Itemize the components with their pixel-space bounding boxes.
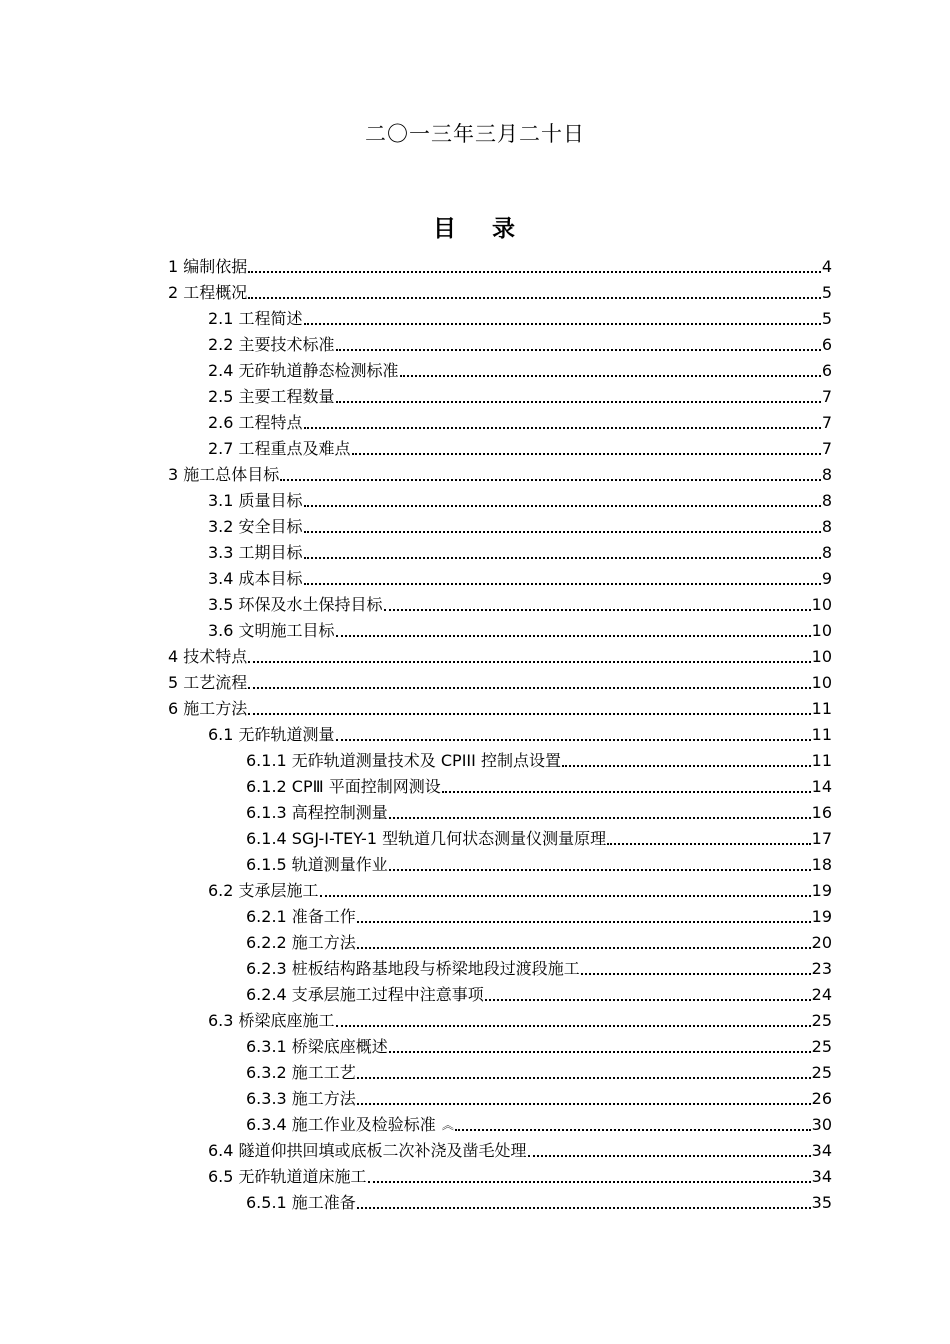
toc-entry-level-3[interactable] — [246, 981, 832, 1005]
toc-entry-page-number: 10 — [811, 621, 832, 640]
toc-dot-leader — [304, 583, 821, 585]
toc-entry-label: 3.4 成本目标 — [208, 569, 303, 588]
toc-entry-label: 6.1.5 轨道测量作业 — [246, 855, 388, 874]
toc-dot-leader — [352, 453, 821, 455]
toc-dot-leader — [528, 1155, 811, 1157]
toc-entry-label: 6.4 隧道仰拱回填或底板二次补浇及凿毛处理 — [208, 1141, 527, 1160]
toc-entry-level-3[interactable] — [246, 773, 832, 797]
toc-entry-page-number: 5 — [821, 309, 832, 328]
toc-entry-label: 6.5 无砟轨道道床施工 — [208, 1167, 367, 1186]
toc-dot-leader — [357, 1103, 811, 1105]
toc-entry-label: 6.2.4 支承层施工过程中注意事项 — [246, 985, 484, 1004]
toc-entry-level-1[interactable] — [168, 461, 832, 485]
toc-entry-page-number: 11 — [811, 751, 832, 770]
toc-entry-label: 6.1.4 SGJ-I-TEY-1 型轨道几何状态测量仪测量原理 — [246, 829, 607, 848]
toc-entry-level-1[interactable] — [168, 669, 832, 693]
toc-entry-level-2[interactable] — [208, 383, 832, 407]
toc-heading-char-1: 目 — [433, 216, 458, 242]
toc-dot-leader — [304, 531, 821, 533]
toc-entry-page-number: 8 — [821, 517, 832, 536]
toc-entry-page-number: 25 — [811, 1063, 832, 1082]
toc-entry-page-number: 8 — [821, 543, 832, 562]
toc-entry-page-number: 18 — [811, 855, 832, 874]
toc-entry-level-3[interactable] — [246, 747, 832, 771]
toc-entry-level-2[interactable] — [208, 487, 832, 511]
toc-entry-level-2[interactable] — [208, 721, 832, 745]
toc-entry-page-number: 10 — [811, 673, 832, 692]
toc-entry-page-number: 19 — [811, 881, 832, 900]
toc-entry-level-1[interactable] — [168, 253, 832, 277]
toc-entry-level-2[interactable] — [208, 877, 832, 901]
toc-entry-page-number: 34 — [811, 1167, 832, 1186]
toc-entry-page-number: 17 — [811, 829, 832, 848]
toc-entry-label: 6.3 桥梁底座施工 — [208, 1011, 335, 1030]
toc-entry-page-number: 35 — [811, 1193, 832, 1212]
toc-dot-leader — [607, 843, 811, 845]
toc-dot-leader — [248, 713, 810, 715]
toc-entry-level-2[interactable] — [208, 331, 832, 355]
toc-entry-page-number: 4 — [821, 257, 832, 276]
toc-entry-level-3[interactable] — [246, 903, 832, 927]
toc-dot-leader — [581, 973, 811, 975]
toc-entry-label: 6.2.2 施工方法 — [246, 933, 356, 952]
toc-entry-level-3[interactable] — [246, 1033, 832, 1057]
toc-entry-level-2[interactable] — [208, 1163, 832, 1187]
toc-entry-label: 2.6 工程特点 — [208, 413, 303, 432]
toc-entry-level-2[interactable] — [208, 513, 832, 537]
toc-entry-label: 2.7 工程重点及难点 — [208, 439, 351, 458]
toc-dot-leader — [248, 687, 810, 689]
toc-entry-page-number: 11 — [811, 699, 832, 718]
toc-dot-leader — [389, 1051, 811, 1053]
toc-dot-leader — [562, 765, 811, 767]
toc-dot-leader — [485, 999, 811, 1001]
annotation-mark-icon: ︽ — [441, 1118, 454, 1132]
toc-heading-char-2: 录 — [492, 216, 517, 242]
toc-dot-leader — [384, 609, 811, 611]
toc-entry-label: 6.1 无砟轨道测量 — [208, 725, 335, 744]
toc-dot-leader — [357, 1207, 811, 1209]
toc-dot-leader — [304, 427, 821, 429]
toc-dot-leader — [389, 869, 811, 871]
toc-entry-label: 2.2 主要技术标准 — [208, 335, 335, 354]
toc-entry-label: 6.3.3 施工方法 — [246, 1089, 356, 1108]
toc-dot-leader — [368, 1181, 811, 1183]
toc-dot-leader — [336, 1025, 811, 1027]
toc-entry-level-2[interactable] — [208, 591, 832, 615]
toc-entry-level-2[interactable] — [208, 305, 832, 329]
toc-dot-leader — [336, 401, 821, 403]
toc-entry-label: 2.1 工程简述 — [208, 309, 303, 328]
toc-dot-leader — [400, 375, 821, 377]
toc-entry-label: 6.2.1 准备工作 — [246, 907, 356, 926]
toc-entry-page-number: 6 — [821, 335, 832, 354]
toc-entry-label: 3.5 环保及水土保持目标 — [208, 595, 383, 614]
toc-entry-page-number: 30 — [811, 1115, 832, 1134]
toc-dot-leader — [357, 921, 811, 923]
toc-entry-level-3[interactable] — [246, 955, 832, 979]
toc-entry-level-2[interactable] — [208, 565, 832, 589]
toc-entry-page-number: 10 — [811, 595, 832, 614]
toc-entry-label: 3.2 安全目标 — [208, 517, 303, 536]
toc-entry-page-number: 25 — [811, 1037, 832, 1056]
toc-dot-leader — [248, 661, 810, 663]
toc-entry-level-2[interactable] — [208, 1007, 832, 1031]
toc-dot-leader — [442, 791, 811, 793]
toc-entry-label: 6.3.2 施工工艺 — [246, 1063, 356, 1082]
toc-entry-label: 4 技术特点 — [168, 647, 248, 666]
toc-dot-leader — [357, 1077, 811, 1079]
toc-entry-label: 6.2.3 桩板结构路基地段与桥梁地段过渡段施工 — [246, 959, 580, 978]
toc-entry-level-2[interactable] — [208, 409, 832, 433]
toc-entry-label: 6.1.1 无砟轨道测量技术及 CPIII 控制点设置 — [246, 751, 561, 770]
toc-entry-level-2[interactable] — [208, 539, 832, 563]
toc-entry-label: 2 工程概况 — [168, 283, 248, 302]
toc-entry-label: 5 工艺流程 — [168, 673, 248, 692]
toc-entry-label: 1 编制依据 — [168, 257, 248, 276]
toc-entry-page-number: 6 — [821, 361, 832, 380]
toc-dot-leader — [336, 739, 811, 741]
toc-entry-page-number: 7 — [821, 413, 832, 432]
toc-entry-level-3[interactable] — [246, 851, 832, 875]
toc-entry-label: 6 施工方法 — [168, 699, 248, 718]
toc-entry-page-number: 8 — [821, 465, 832, 484]
toc-dot-leader — [304, 505, 821, 507]
toc-entry-page-number: 10 — [811, 647, 832, 666]
toc-entry-label: 3.3 工期目标 — [208, 543, 303, 562]
toc-entry-level-3[interactable] — [246, 1085, 832, 1109]
toc-entry-level-1[interactable] — [168, 279, 832, 303]
toc-entry-page-number: 7 — [821, 387, 832, 406]
toc-entry-page-number: 11 — [811, 725, 832, 744]
toc-dot-leader — [304, 323, 821, 325]
toc-dot-leader — [280, 479, 821, 481]
toc-entry-page-number: 5 — [821, 283, 832, 302]
toc-entry-level-3[interactable] — [246, 1111, 832, 1135]
toc-entry-page-number: 14 — [811, 777, 832, 796]
toc-entry-level-2[interactable] — [208, 357, 832, 381]
toc-entry-label: 6.1.2 CPⅢ 平面控制网测设 — [246, 777, 441, 796]
toc-entry-label: 6.2 支承层施工 — [208, 881, 319, 900]
toc-entry-level-2[interactable] — [208, 435, 832, 459]
toc-entry-page-number: 26 — [811, 1089, 832, 1108]
toc-entry-label: 3 施工总体目标 — [168, 465, 280, 484]
toc-dot-leader — [357, 947, 811, 949]
toc-heading — [0, 210, 950, 243]
toc-entry-page-number: 9 — [821, 569, 832, 588]
toc-entry-label: 6.3.4 施工作业及检验标准 — [246, 1115, 436, 1134]
toc-entry-label: 3.6 文明施工目标 — [208, 621, 335, 640]
toc-entry-label: 3.1 质量目标 — [208, 491, 303, 510]
toc-entry-page-number: 8 — [821, 491, 832, 510]
toc-dot-leader — [336, 349, 821, 351]
toc-entry-level-1[interactable] — [168, 643, 832, 667]
toc-entry-page-number: 20 — [811, 933, 832, 952]
toc-entry-level-3[interactable] — [246, 1189, 832, 1213]
toc-entry-level-3[interactable] — [246, 825, 832, 849]
toc-entry-level-1[interactable] — [168, 695, 832, 719]
toc-entry-level-3[interactable] — [246, 929, 832, 953]
toc-entry-page-number: 7 — [821, 439, 832, 458]
toc-dot-leader — [304, 557, 821, 559]
toc-entry-page-number: 34 — [811, 1141, 832, 1160]
toc-entry-page-number: 25 — [811, 1011, 832, 1030]
toc-entry-level-3[interactable] — [246, 1059, 832, 1083]
toc-entry-page-number: 23 — [811, 959, 832, 978]
toc-entry-label: 6.5.1 施工准备 — [246, 1193, 356, 1212]
toc-dot-leader — [248, 271, 821, 273]
toc-dot-leader — [248, 297, 821, 299]
toc-entry-page-number: 19 — [811, 907, 832, 926]
toc-dot-leader — [455, 1129, 811, 1131]
toc-entry-label: 2.5 主要工程数量 — [208, 387, 335, 406]
toc-entry-level-2[interactable] — [208, 617, 832, 641]
toc-entry-level-3[interactable] — [246, 799, 832, 823]
toc-dot-leader — [389, 817, 811, 819]
toc-entry-label: 6.1.3 高程控制测量 — [246, 803, 388, 822]
toc-entry-label: 6.3.1 桥梁底座概述 — [246, 1037, 388, 1056]
toc-entry-level-2[interactable] — [208, 1137, 832, 1161]
toc-entry-page-number: 16 — [811, 803, 832, 822]
toc-dot-leader — [320, 895, 811, 897]
toc-entry-label: 2.4 无砟轨道静态检测标准 — [208, 361, 399, 380]
toc-entry-page-number: 24 — [811, 985, 832, 1004]
toc-dot-leader — [336, 635, 811, 637]
document-date: 二〇一三年三月二十日 — [365, 122, 585, 146]
